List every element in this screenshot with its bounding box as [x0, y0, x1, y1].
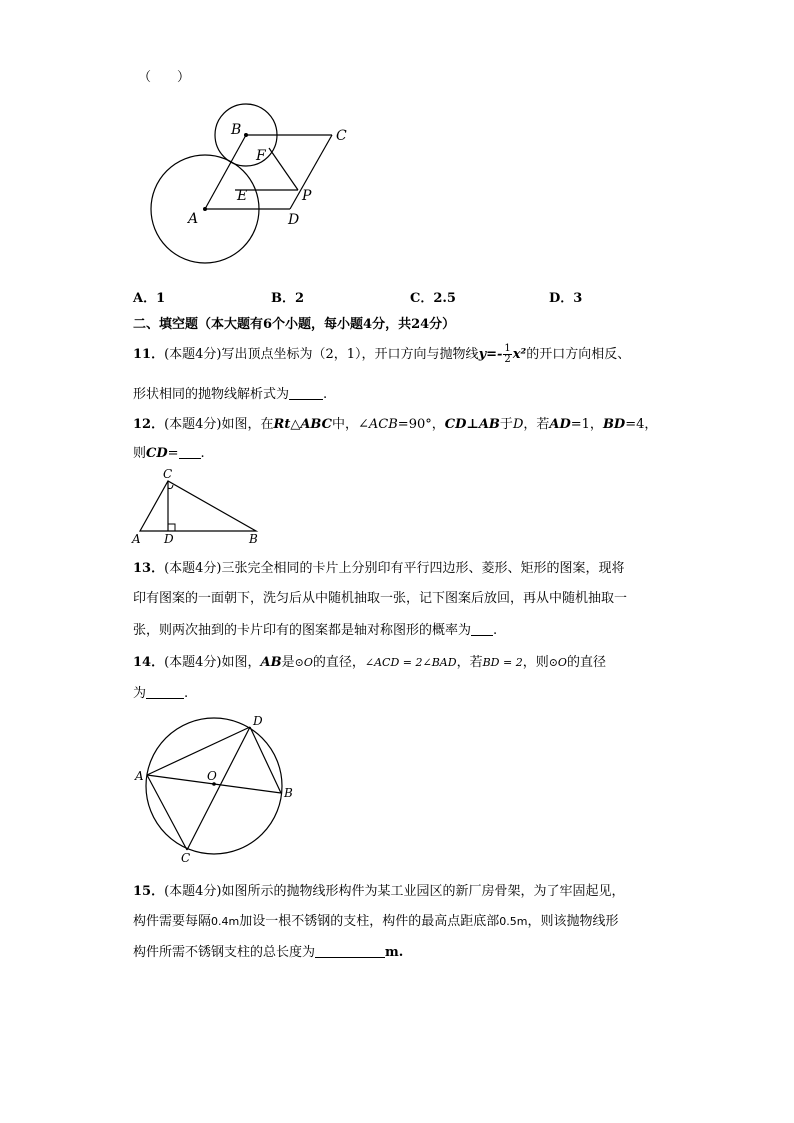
option-d: D．3 [549, 291, 583, 306]
label-a: A [132, 532, 141, 546]
q11-line2: 形状相同的抛物线解析式为 . [133, 387, 328, 402]
label-a: A [188, 211, 199, 227]
q13-line3: 张，则两次抽到的卡片印有的图案都是轴对称图形的概率为 . [133, 623, 498, 638]
section-title: 二、填空题（本大题有6个小题，每小题4分，共24分） [133, 317, 456, 332]
q15-line1: 15．(本题4分)如图所示的抛物线形构件为某工业园区的新厂房骨架，为了牢固起见， [133, 884, 625, 899]
label-o: O [207, 769, 217, 783]
q11-line1: 11．(本题4分)写出顶点坐标为（2，1），开口方向与抛物线y=- $\frac{1}{2}$ x²的开口方向相反、 [133, 343, 631, 365]
label-d: D [288, 212, 300, 228]
chord-ac [147, 775, 187, 850]
label-e: E [237, 188, 248, 204]
chord-cd [187, 727, 250, 850]
label-d: D [164, 532, 174, 546]
label-d: D [253, 714, 263, 728]
q12-line1: 12．(本题4分)如图，在Rt△ABC中，∠ACB=90°，CD⊥AB于D，若AD=1，BD=4， [133, 417, 658, 432]
label-f: F [256, 148, 266, 164]
label-b: B [284, 786, 293, 800]
label-a: A [135, 769, 144, 783]
q14-line2: 为 . [133, 686, 189, 701]
label-b: B [249, 532, 258, 546]
label-b: B [231, 122, 242, 138]
q15-line2: 构件需要每隔0.4m加设一根不锈钢的支柱，构件的最高点距底部0.5m，则该抛物线形 [133, 914, 619, 929]
q15-line3: 构件所需不锈钢支柱的总长度为 m. [133, 945, 404, 960]
option-a: A．1 [133, 291, 166, 306]
chord-ad [147, 727, 250, 775]
circle-o [146, 718, 282, 854]
answer-paren: （ ） [138, 70, 191, 85]
label-c: C [163, 467, 173, 481]
label-c: C [336, 128, 347, 144]
answer-blank [315, 945, 385, 958]
q12-line2: 则CD= . [133, 446, 205, 461]
label-c: C [181, 851, 191, 865]
option-c: C．2.5 [410, 291, 456, 306]
q13-line1: 13．(本题4分)三张完全相同的卡片上分别印有平行四边形、菱形、矩形的图案，现将 [133, 561, 625, 576]
fraction: $\frac{1}{2}$ [504, 343, 511, 365]
label-p: P [302, 188, 312, 204]
q13-line2: 印有图案的一面朝下，洗匀后从中随机抽取一张，记下图案后放回，再从中随机抽取一 [133, 591, 628, 606]
q14-line1: 14．(本题4分)如图，AB是⊙O的直径，∠ACD = 2∠BAD，若BD = 2，则⊙O的直径 [133, 655, 606, 670]
option-b: B．2 [271, 291, 305, 306]
